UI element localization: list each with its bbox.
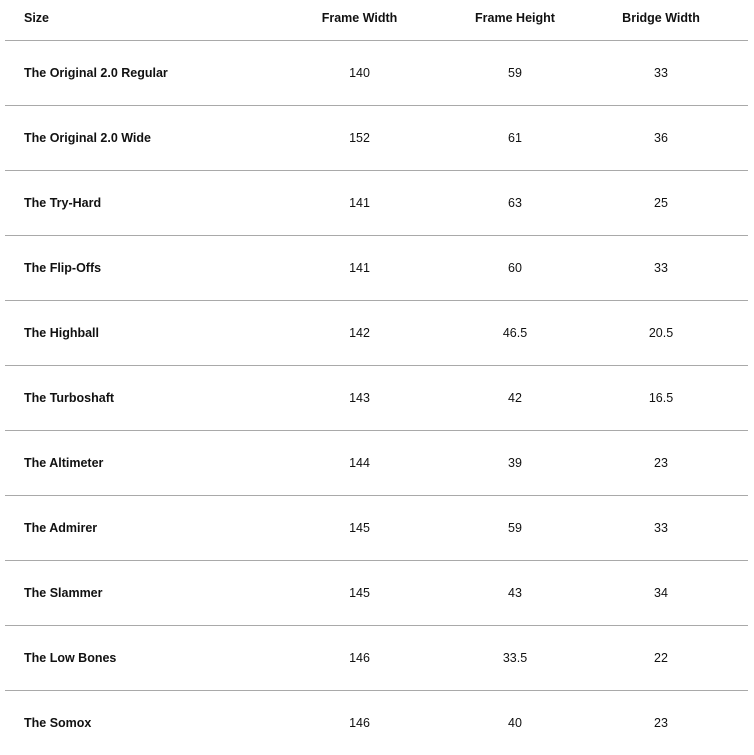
cell-bridge-width: 23 bbox=[574, 431, 748, 496]
table-row bbox=[5, 561, 748, 626]
cell-bridge-width: 16.5 bbox=[574, 366, 748, 431]
cell-frame-width: 143 bbox=[263, 366, 456, 431]
cell-frame-height: 59 bbox=[456, 496, 574, 561]
cell-bridge-width: 23 bbox=[574, 691, 748, 755]
cell-frame-width: 146 bbox=[263, 691, 456, 755]
cell-bridge-width: 22 bbox=[574, 626, 748, 691]
cell-frame-height: 46.5 bbox=[456, 301, 574, 366]
cell-size: The Original 2.0 Regular bbox=[5, 41, 263, 106]
cell-size: The Altimeter bbox=[5, 431, 263, 496]
cell-frame-width: 152 bbox=[263, 106, 456, 171]
cell-bridge-width: 33 bbox=[574, 41, 748, 106]
cell-frame-width: 145 bbox=[263, 496, 456, 561]
header-size: Size bbox=[5, 0, 263, 41]
cell-frame-width: 146 bbox=[263, 626, 456, 691]
cell-frame-height: 63 bbox=[456, 171, 574, 236]
cell-bridge-width: 25 bbox=[574, 171, 748, 236]
size-chart-table bbox=[5, 0, 748, 755]
cell-frame-height: 33.5 bbox=[456, 626, 574, 691]
cell-bridge-width: 20.5 bbox=[574, 301, 748, 366]
cell-size: The Try-Hard bbox=[5, 171, 263, 236]
cell-frame-width: 144 bbox=[263, 431, 456, 496]
cell-frame-height: 59 bbox=[456, 41, 574, 106]
header-row bbox=[5, 0, 748, 41]
cell-bridge-width: 33 bbox=[574, 496, 748, 561]
header-frame-height: Frame Height bbox=[456, 0, 574, 41]
cell-size: The Admirer bbox=[5, 496, 263, 561]
table-header bbox=[5, 0, 748, 41]
cell-frame-width: 140 bbox=[263, 41, 456, 106]
table-row bbox=[5, 171, 748, 236]
header-frame-width: Frame Width bbox=[263, 0, 456, 41]
cell-frame-height: 43 bbox=[456, 561, 574, 626]
table-row bbox=[5, 301, 748, 366]
table-row bbox=[5, 431, 748, 496]
cell-bridge-width: 34 bbox=[574, 561, 748, 626]
cell-size: The Highball bbox=[5, 301, 263, 366]
cell-frame-width: 145 bbox=[263, 561, 456, 626]
cell-size: The Turboshaft bbox=[5, 366, 263, 431]
header-bridge-width: Bridge Width bbox=[574, 0, 748, 41]
cell-size: The Original 2.0 Wide bbox=[5, 106, 263, 171]
cell-frame-height: 42 bbox=[456, 366, 574, 431]
cell-frame-height: 61 bbox=[456, 106, 574, 171]
cell-frame-height: 39 bbox=[456, 431, 574, 496]
table-row bbox=[5, 496, 748, 561]
cell-frame-width: 141 bbox=[263, 236, 456, 301]
table-row bbox=[5, 366, 748, 431]
cell-frame-height: 60 bbox=[456, 236, 574, 301]
cell-size: The Flip-Offs bbox=[5, 236, 263, 301]
table-row bbox=[5, 236, 748, 301]
table-row bbox=[5, 41, 748, 106]
table-row bbox=[5, 626, 748, 691]
cell-size: The Somox bbox=[5, 691, 263, 755]
table-row bbox=[5, 691, 748, 755]
cell-bridge-width: 33 bbox=[574, 236, 748, 301]
cell-size: The Slammer bbox=[5, 561, 263, 626]
cell-frame-height: 40 bbox=[456, 691, 574, 755]
table-row bbox=[5, 106, 748, 171]
cell-frame-width: 142 bbox=[263, 301, 456, 366]
cell-frame-width: 141 bbox=[263, 171, 456, 236]
cell-bridge-width: 36 bbox=[574, 106, 748, 171]
cell-size: The Low Bones bbox=[5, 626, 263, 691]
table-body bbox=[5, 41, 748, 755]
